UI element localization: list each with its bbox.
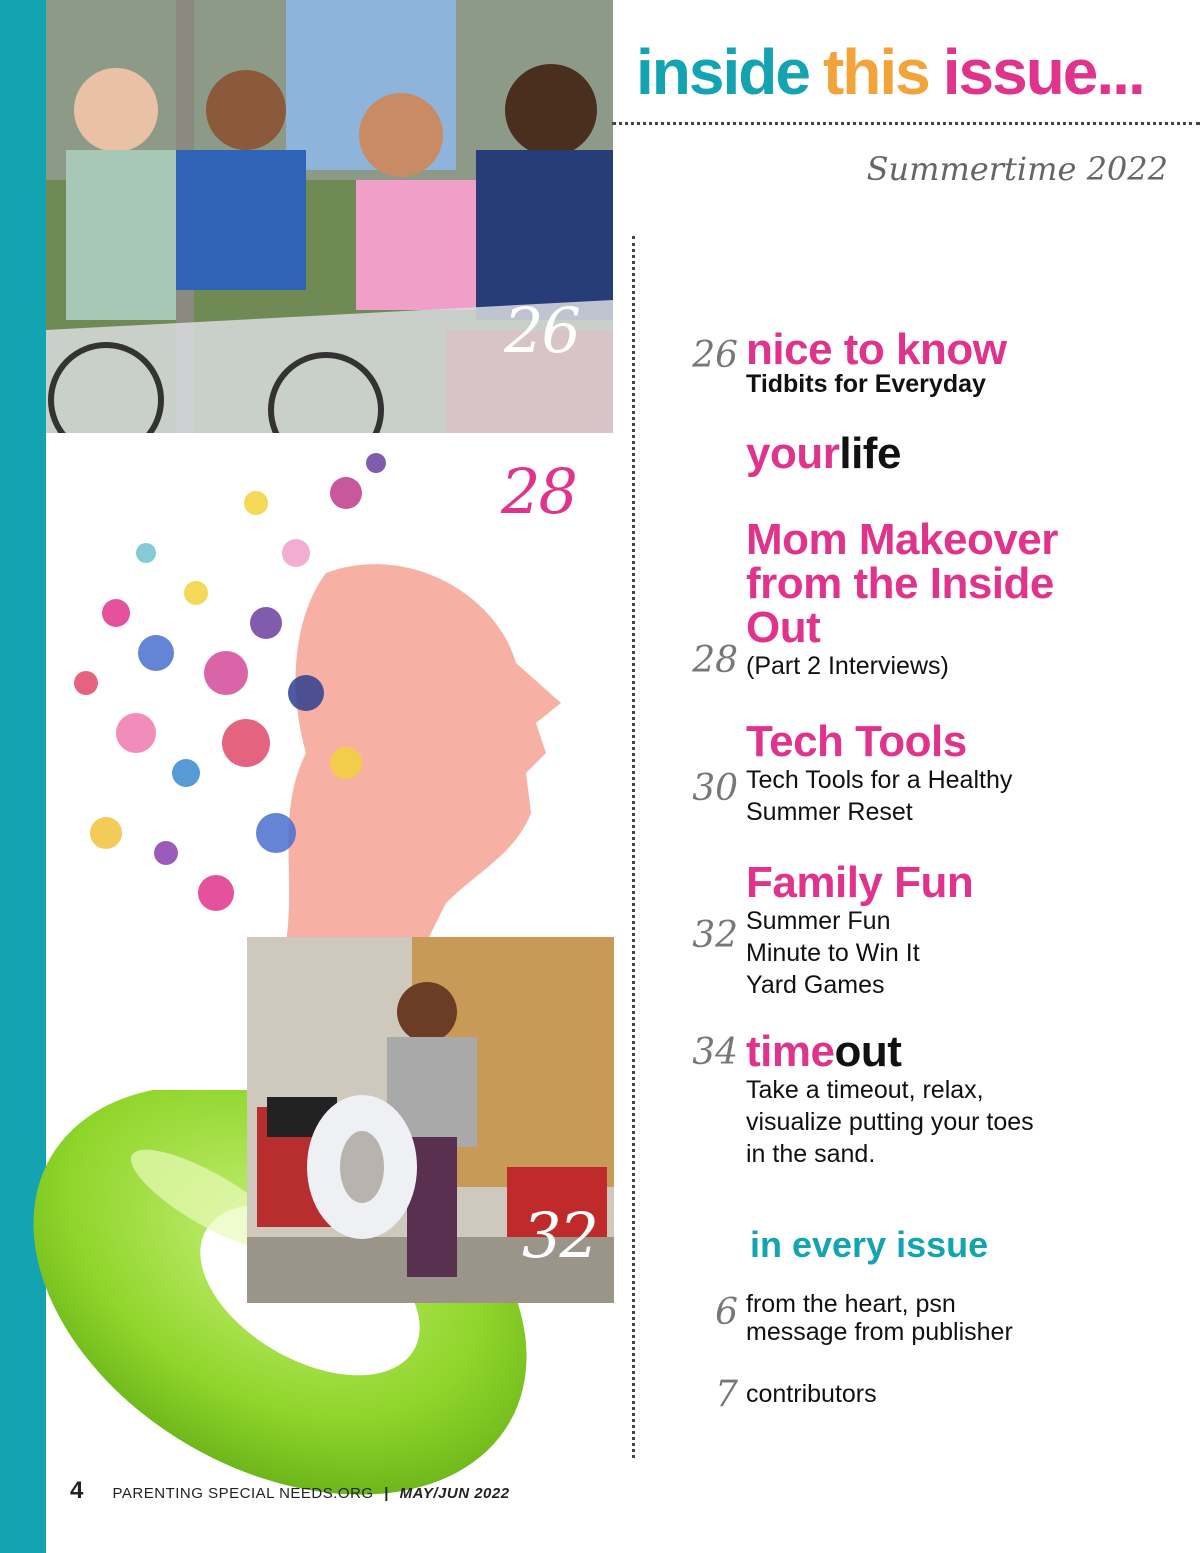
photo-girl-with-inner-tube [247, 937, 614, 1303]
toc-entry-nice-to-know[interactable] [746, 325, 1007, 400]
title-word-this: this [822, 36, 929, 108]
page-number: 4 [70, 1477, 84, 1504]
toc-page-number: 34 [692, 1032, 738, 1073]
photo-page-number: 28 [501, 455, 576, 528]
title-time: time [746, 1027, 835, 1076]
toc-entry-title-line-1: Mom Makeover [746, 515, 1058, 564]
toc-entry-tech-tools[interactable] [746, 717, 1013, 828]
toc-entry-line: Tech Tools for a Healthy [746, 766, 1013, 794]
photo-page-number: 26 [504, 294, 579, 367]
toc-page-number: 7 [715, 1374, 738, 1415]
photo-watercolor-face [46, 433, 613, 943]
toc-entry-title: Tech Tools [746, 717, 967, 766]
toc-entry-line: Summer Reset [746, 798, 913, 826]
toc-page-number: 30 [692, 768, 738, 809]
toc-entry-contributors[interactable] [746, 1378, 877, 1410]
toc-entry-line: from the heart, psn [746, 1290, 956, 1318]
toc-entry-line: in the sand. [746, 1140, 876, 1168]
toc-divider [632, 236, 635, 1458]
issue-date: Summertime 2022 [866, 150, 1168, 188]
footer-issue-date: MAY/JUN 2022 [399, 1485, 510, 1502]
header-divider [612, 122, 1200, 125]
toc-page-number: 26 [692, 335, 738, 376]
toc-entry-title: nice to know [746, 325, 1007, 374]
photo-kids-on-bikes [46, 0, 613, 433]
section-heading-in-every-issue: in every issue [750, 1224, 989, 1265]
heading-life: life [839, 429, 901, 478]
toc-entry-line: Summer Fun [746, 907, 891, 935]
page-footer [70, 1477, 510, 1505]
toc-entry-title: Family Fun [746, 858, 974, 907]
footer-site: PARENTING SPECIAL NEEDS.ORG [112, 1485, 374, 1502]
toc-entry-line: message from publisher [746, 1318, 1013, 1346]
title-word-issue: issue... [942, 36, 1144, 108]
title-word-inside: inside [636, 36, 809, 108]
toc-entry-line: Yard Games [746, 971, 885, 999]
toc-page-number: 28 [692, 640, 738, 681]
toc-entry-subtitle: (Part 2 Interviews) [746, 652, 949, 680]
section-heading-your-life [746, 429, 901, 478]
toc-page-number: 32 [692, 915, 738, 956]
title-out: out [834, 1027, 902, 1076]
toc-entry-from-the-heart[interactable] [746, 1290, 1013, 1346]
toc-entry-title-line-2: from the Inside [746, 559, 1054, 608]
kids-bikes-image [46, 0, 613, 433]
toc-entry-timeout[interactable] [746, 1027, 1034, 1170]
toc-entry-line: Take a timeout, relax, [746, 1076, 984, 1104]
toc-entry-title-line-3: Out [746, 603, 821, 652]
heading-your: your [746, 429, 840, 478]
toc-entry-subtitle: Tidbits for Everyday [746, 370, 986, 398]
footer-separator: | [384, 1485, 389, 1502]
toc-page-number: 6 [715, 1292, 738, 1333]
photo-page-number: 32 [522, 1199, 597, 1272]
toc-entry-mom-makeover[interactable] [746, 515, 1058, 682]
toc-entry-line: contributors [746, 1380, 877, 1408]
toc-entry-family-fun[interactable] [746, 858, 974, 1001]
page-title [636, 36, 1144, 108]
toc-entry-line: Minute to Win It [746, 939, 920, 967]
toc-entry-line: visualize putting your toes [746, 1108, 1034, 1136]
